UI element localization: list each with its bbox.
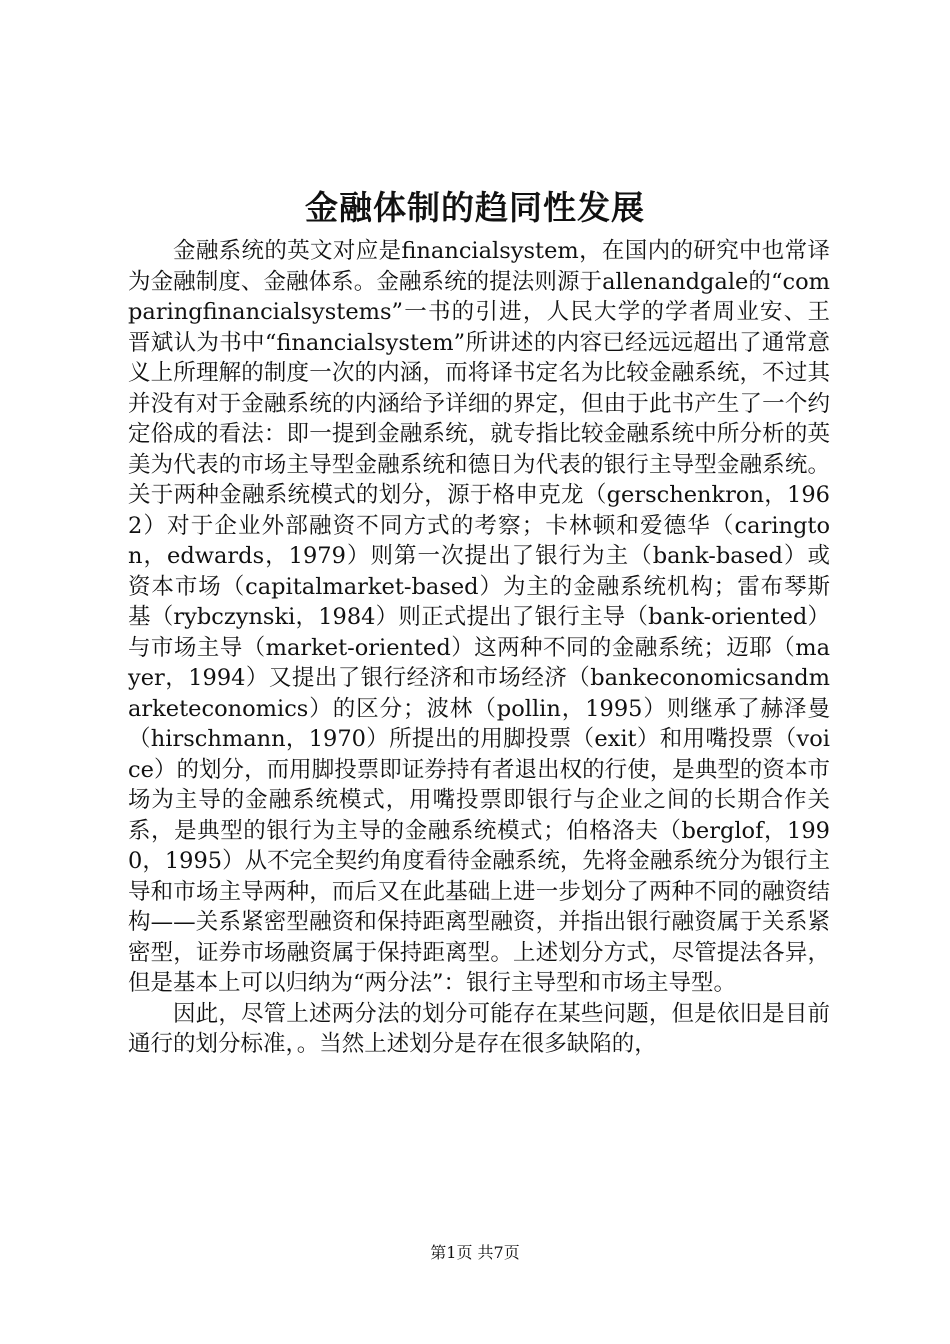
paragraph: 因此，尽管上述两分法的划分可能存在某些问题，但是依旧是目前通行的划分标准，。当然上述划分是存在很多缺陷的， [128,1000,830,1057]
document-title: 金融体制的趋同性发展 [305,188,645,227]
page-number: 第1页 共7页 [430,1243,520,1262]
document-body [128,236,830,1060]
paragraph: 金融系统的英文对应是financialsystem，在国内的研究中也常译为金融制度、金融体系。金融系统的提法则源于allenandgale的“comparingfinancialsystems”一书的引进，人民大学的学者周业安、王晋斌认为书中“financialsystem”所讲述的内容已经远远超出了通常意义上所理解的制度一次的内涵，而将译书定名为比较金融系统，不过其并没有对于金融系统的内涵给予详细的界定，但由于此书产生了一个约定俗成的看法：即一提到金融系统，就专指比较金融系统中所分析的英美为代表的市场主导型金融系统和德日为代表的银行主导型金融系统。关于两种金融系统模式的划分，源于格申克龙（gerschenkron，1962）对于企业外部融资不同方式的考察；卡林顿和爱德华（carington，edwards，1979）则第一次提出了银行为主（bank-based）或资本市场（capitalmarket-based）为主的金融系统机构；雷布琴斯基（rybczynski，1984）则正式提出了银行主导（bank-oriented）与市场主导（market-oriented）这两种不同的金融系统；迈耶（mayer，1994）又提出了银行经济和市场经济（bankeconomicsandmarketeconomics）的区分；波林（pollin，1995）则继承了赫泽曼（hirschmann，1970）所提出的用脚投票（exit）和用嘴投票（voice）的划分，而用脚投票即证券持有者退出权的行使，是典型的资本市场为主导的金融系统模式，用嘴投票即银行与企业之间的长期合作关系，是典型的银行为主导的金融系统模式；伯格洛夫（berglof，1990，1995）从不完全契约角度看待金融系统，先将金融系统分为银行主导和市场主导两种，而后又在此基础上进一步划分了两种不同的融资结构——关系紧密型融资和保持距离型融资，并指出银行融资属于关系紧密型，证券市场融资属于保持距离型。上述划分方式，尽管提法各异，但是基本上可以归纳为“两分法”：银行主导型和市场主导型。 [128,238,830,996]
